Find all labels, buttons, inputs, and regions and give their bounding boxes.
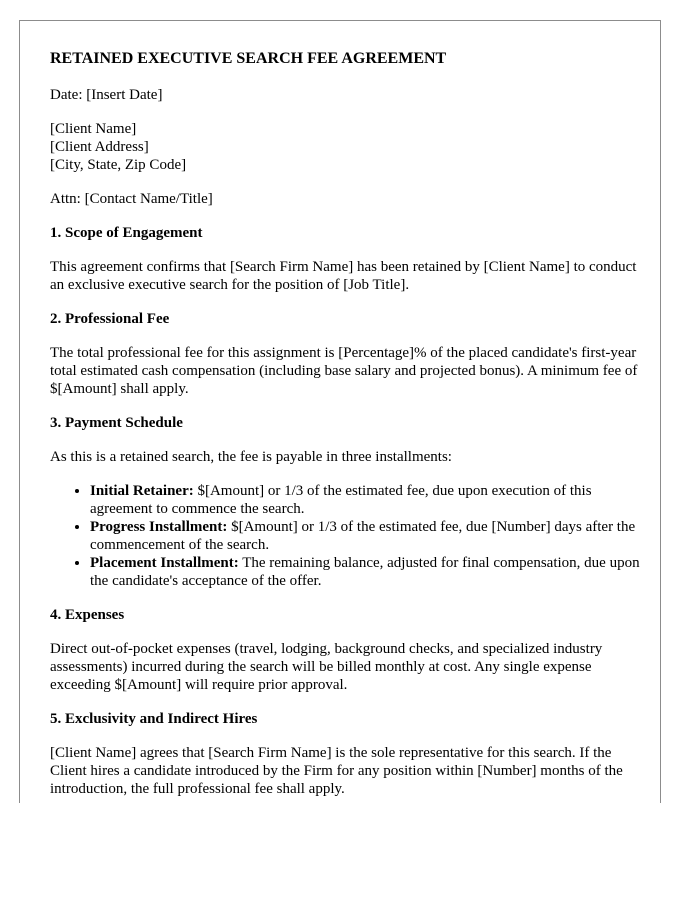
client-address-block <box>50 120 640 174</box>
section-heading-expenses: 4. Expenses <box>50 607 125 623</box>
installment-label: Initial Retainer: <box>90 483 194 499</box>
list-item <box>90 482 640 518</box>
section-body-fee: The total professional fee for this assignment is [Percentage]% of the placed candidate's first-year total estimated cash compensation (including base salary and projected bonus). A minimum fee of $[Amount] shall apply. <box>50 345 638 397</box>
list-item <box>90 518 640 554</box>
installment-list <box>50 482 640 590</box>
client-name-line: [Client Name] <box>50 121 137 137</box>
section-heading-exclusivity: 5. Exclusivity and Indirect Hires <box>50 711 258 727</box>
client-city-line: [City, State, Zip Code] <box>50 157 187 173</box>
section-body-exclusivity: [Client Name] agrees that [Search Firm Name] is the sole representative for this search. If the Client hires a candidate introduced by the Firm for any position within [Number] months of the introduction, the full professional fee shall apply. <box>50 745 623 797</box>
document-page <box>19 20 661 803</box>
installment-label: Progress Installment: <box>90 519 228 535</box>
list-item <box>90 554 640 590</box>
installment-text: $[Amount] or 1/3 of the estimated fee, due upon execution of this agreement to commence the search. <box>90 483 592 517</box>
document-title: RETAINED EXECUTIVE SEARCH FEE AGREEMENT <box>50 50 447 67</box>
installment-text: $[Amount] or 1/3 of the estimated fee, due [Number] days after the commencement of the search. <box>90 519 636 553</box>
installment-label: Placement Installment: <box>90 555 239 571</box>
section-heading-scope: 1. Scope of Engagement <box>50 225 203 241</box>
attn-line: Attn: [Contact Name/Title] <box>50 191 213 207</box>
section-body-expenses: Direct out-of-pocket expenses (travel, lodging, background checks, and specialized industry assessments) incurred during the search will be billed monthly at cost. Any single expense exceeding $[Amount] will require prior approval. <box>50 641 603 693</box>
document-content <box>50 49 640 803</box>
section-heading-fee: 2. Professional Fee <box>50 311 170 327</box>
client-address-line: [Client Address] <box>50 139 149 155</box>
section-heading-payment: 3. Payment Schedule <box>50 415 183 431</box>
section-body-scope: This agreement confirms that [Search Firm Name] has been retained by [Client Name] to conduct an exclusive executive search for the position of [Job Title]. <box>50 259 637 293</box>
section-intro-payment: As this is a retained search, the fee is payable in three installments: <box>50 449 452 465</box>
installment-text: The remaining balance, adjusted for final compensation, due upon the candidate's acceptance of the offer. <box>90 555 640 589</box>
date-line: Date: [Insert Date] <box>50 87 163 103</box>
